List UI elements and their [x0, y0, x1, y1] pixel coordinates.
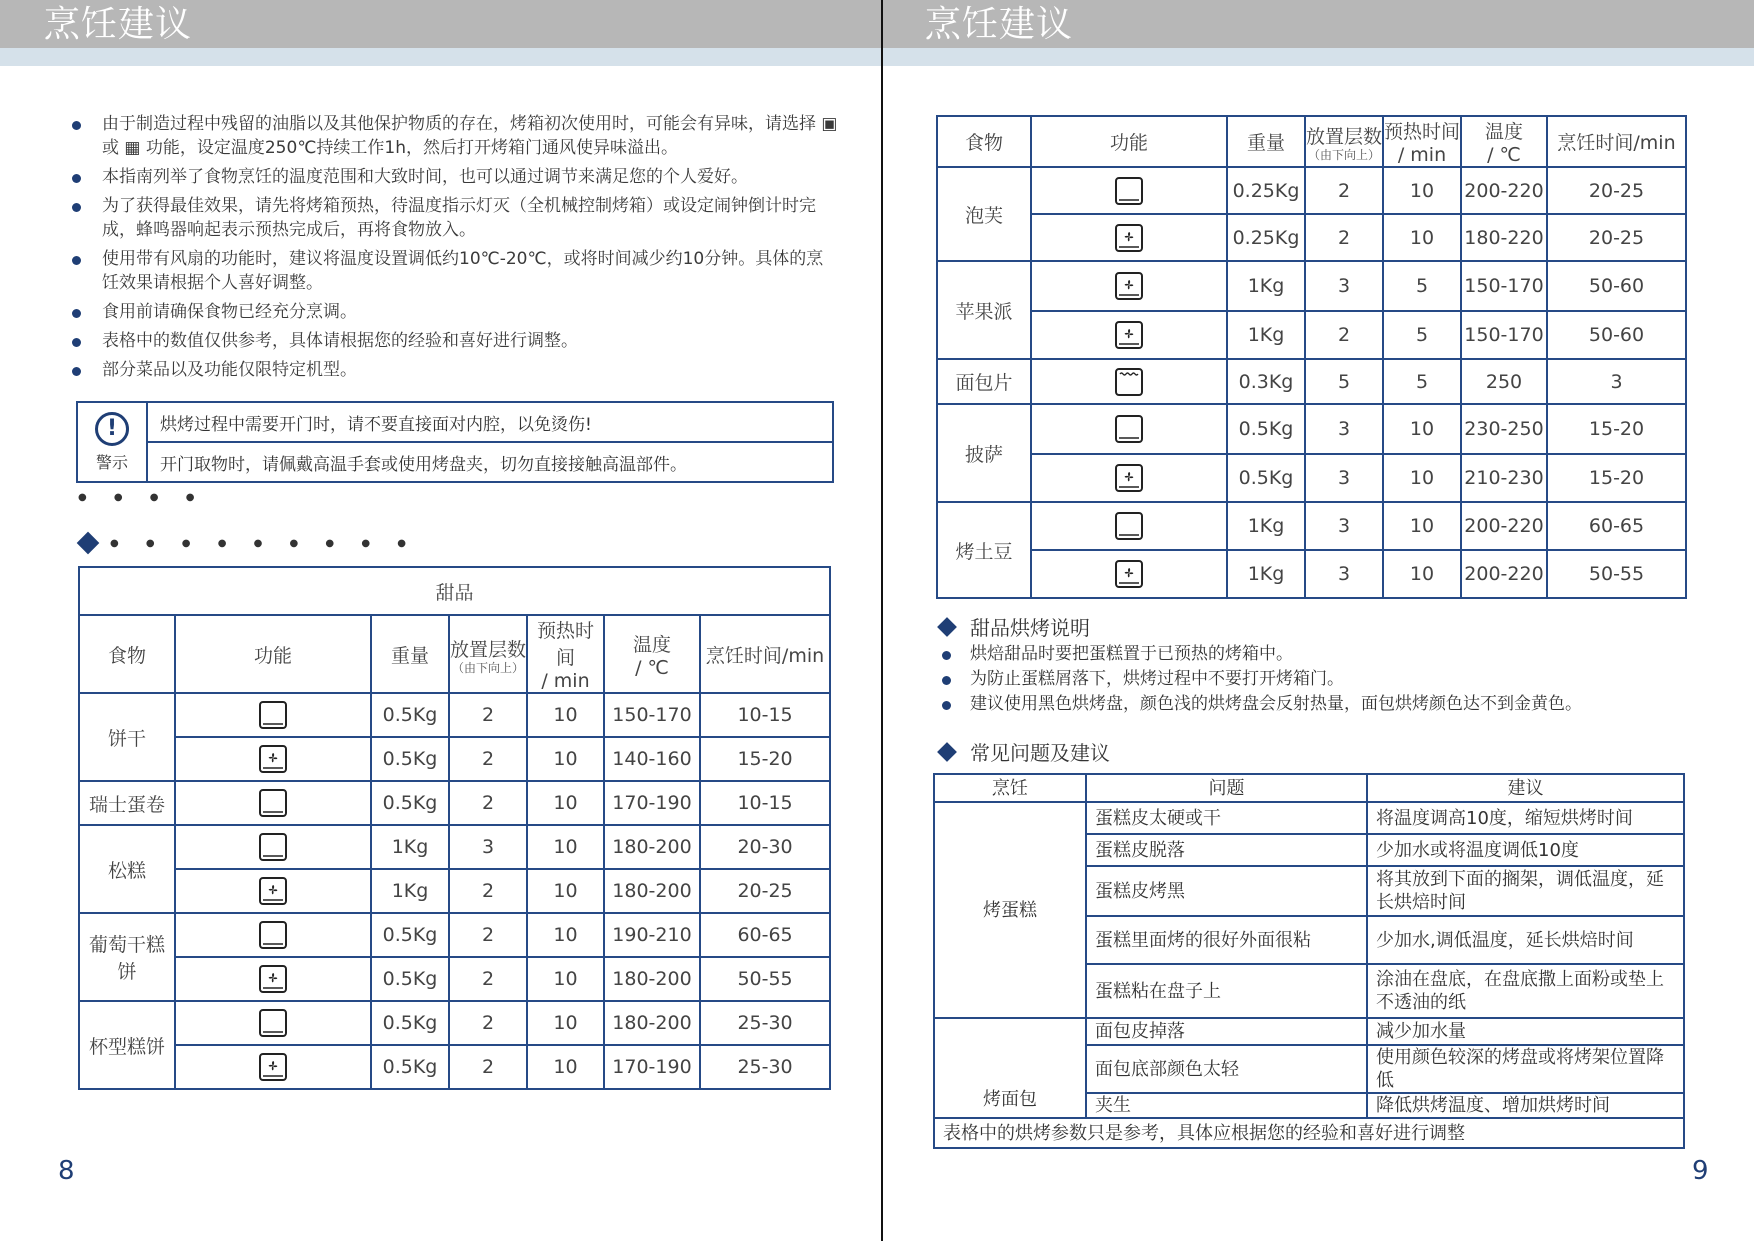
- level-cell: 2: [1305, 311, 1383, 359]
- level-cell: 2: [449, 693, 527, 737]
- oven-fan-icon: [1031, 454, 1227, 502]
- weight-cell: 1Kg: [1227, 311, 1305, 359]
- diamond-icon: [937, 617, 957, 637]
- food-cell: 烤土豆: [937, 502, 1031, 598]
- temp-cell: 190-210: [604, 913, 700, 957]
- time-cell: 3: [1547, 359, 1686, 404]
- weight-cell: 0.5Kg: [1227, 454, 1305, 502]
- header-time: 烹饪时间/min: [1547, 116, 1686, 167]
- header-preheat-sub: / min: [541, 670, 590, 692]
- header-preheat: [1383, 116, 1461, 167]
- warning-line: 开门取物时，请佩戴高温手套或使用烤盘夹，切勿直接接触高温部件。: [148, 441, 832, 481]
- table-row: [79, 825, 830, 869]
- table-row: [937, 454, 1686, 502]
- page-title: 烹饪建议: [44, 4, 193, 45]
- oven-fan-icon: [1031, 214, 1227, 261]
- time-cell: 20-25: [700, 869, 830, 913]
- time-cell: 60-65: [1547, 502, 1686, 550]
- preheat-cell: 10: [1383, 167, 1461, 214]
- decorative-dots: ● ● ● ● ● ● ● ● ●: [110, 537, 418, 549]
- header-temp-sub: / ℃: [635, 656, 669, 679]
- faq-header-advice: 建议: [1367, 774, 1684, 802]
- food-cell: 饼干: [79, 693, 175, 781]
- preheat-cell: 5: [1383, 261, 1461, 311]
- level-cell: 3: [1305, 261, 1383, 311]
- level-cell: 2: [449, 737, 527, 781]
- temp-cell: 250: [1461, 359, 1547, 404]
- oven-conventional-icon: [1031, 167, 1227, 214]
- bullet-item: 由于制造过程中残留的油脂以及其他保护物质的存在，烤箱初次使用时，可能会有异味，请选择 ▣ 或 ▦ 功能，设定温度250℃持续工作1h，然后打开烤箱门通风使异味溢出。: [70, 112, 840, 160]
- preheat-cell: 5: [1383, 311, 1461, 359]
- temp-cell: 210-230: [1461, 454, 1547, 502]
- oven-conventional-icon: [175, 825, 371, 869]
- faq-problem: 蛋糕皮太硬或干: [1086, 802, 1367, 834]
- header-level-sub: （由下向上）: [1307, 148, 1380, 162]
- header-preheat-text: 预热时间: [536, 620, 594, 669]
- table-row: [79, 869, 830, 913]
- preheat-cell: 10: [527, 913, 604, 957]
- weight-cell: 0.5Kg: [371, 957, 449, 1001]
- faq-problem: 面包皮掉落: [1086, 1018, 1367, 1045]
- preheat-cell: 10: [527, 1001, 604, 1045]
- note-item: 烘焙甜品时要把蛋糕置于已预热的烤箱中。: [940, 643, 1582, 666]
- header-food: 食物: [937, 116, 1031, 167]
- temp-cell: 180-200: [604, 869, 700, 913]
- time-cell: 50-60: [1547, 261, 1686, 311]
- time-cell: 25-30: [700, 1045, 830, 1089]
- faq-header-category: 烹饪: [934, 774, 1086, 802]
- temp-cell: 180-200: [604, 1001, 700, 1045]
- temp-cell: 140-160: [604, 737, 700, 781]
- food-cell: 杯型糕饼: [79, 1001, 175, 1089]
- header-level: [1305, 116, 1383, 167]
- header-temp-text: 温度: [632, 633, 671, 656]
- warning-side: [78, 403, 148, 481]
- oven-fan-icon: [175, 869, 371, 913]
- preheat-cell: 5: [1383, 359, 1461, 404]
- faq-row: [934, 802, 1684, 834]
- header-preheat-sub: / min: [1397, 144, 1447, 166]
- temp-cell: 200-220: [1461, 167, 1547, 214]
- header-preheat-text: 预热时间: [1384, 121, 1461, 143]
- diamond-icon: [937, 742, 957, 762]
- preheat-cell: 10: [1383, 404, 1461, 454]
- section-title-text: 常见问题及建议: [970, 741, 1110, 765]
- preheat-cell: 10: [527, 825, 604, 869]
- faq-footer: 表格中的烘烤参数只是参考，具体应根据您的经验和喜好进行调整: [934, 1118, 1684, 1148]
- table-row: [937, 167, 1686, 214]
- page-number: 8: [58, 1156, 75, 1186]
- header-function: 功能: [1031, 116, 1227, 167]
- header-preheat: [527, 615, 604, 693]
- level-cell: 3: [1305, 502, 1383, 550]
- warning-lines: [148, 403, 832, 481]
- header-temp-sub: / ℃: [1487, 144, 1521, 166]
- level-cell: 3: [1305, 454, 1383, 502]
- temp-cell: 200-220: [1461, 502, 1547, 550]
- dessert-table: [78, 566, 831, 1090]
- header-level-sub: （由下向上）: [451, 660, 524, 675]
- time-cell: 20-25: [1547, 214, 1686, 261]
- header-temp-text: 温度: [1484, 121, 1523, 143]
- table-caption: 甜品: [79, 567, 830, 615]
- note-item: 为防止蛋糕屑落下，烘烤过程中不要打开烤箱门。: [940, 668, 1582, 691]
- header-level: [449, 615, 527, 693]
- weight-cell: 0.5Kg: [371, 913, 449, 957]
- faq-advice: 涂油在盘底，在盘底撒上面粉或垫上不透油的纸: [1367, 964, 1684, 1018]
- preheat-cell: 10: [1383, 502, 1461, 550]
- level-cell: 2: [449, 957, 527, 1001]
- faq-table: [933, 773, 1685, 1149]
- warning-box: [76, 401, 834, 483]
- faq-problem: 面包底部颜色太轻: [1086, 1045, 1367, 1093]
- faq-problem: 蛋糕皮烤黑: [1086, 866, 1367, 916]
- faq-problem: 蛋糕里面烤的很好外面很粘: [1086, 916, 1367, 964]
- weight-cell: 1Kg: [371, 825, 449, 869]
- temp-cell: 230-250: [1461, 404, 1547, 454]
- oven-grill-icon: [1031, 359, 1227, 404]
- table-row: [937, 359, 1686, 404]
- temp-cell: 150-170: [1461, 311, 1547, 359]
- time-cell: 15-20: [700, 737, 830, 781]
- weight-cell: 0.5Kg: [371, 1001, 449, 1045]
- faq-advice: 使用颜色较深的烤盘或将烤架位置降低: [1367, 1045, 1684, 1093]
- food-cell: 葡萄干糕饼: [79, 913, 175, 1001]
- table-header-row: [937, 116, 1686, 167]
- oven-fan-icon: [175, 737, 371, 781]
- faq-header-row: [934, 774, 1684, 802]
- header-weight: 重量: [1227, 116, 1305, 167]
- oven-conventional-icon: [175, 913, 371, 957]
- table-row: [79, 1045, 830, 1089]
- dessert-notes-title: [940, 612, 1090, 641]
- oven-conventional-icon: [1031, 502, 1227, 550]
- header-time: 烹饪时间/min: [700, 615, 830, 693]
- weight-cell: 1Kg: [1227, 261, 1305, 311]
- level-cell: 3: [1305, 550, 1383, 598]
- header-function: 功能: [175, 615, 371, 693]
- faq-row: [934, 1018, 1684, 1045]
- oven-conventional-icon: [1031, 404, 1227, 454]
- food-cell: 松糕: [79, 825, 175, 913]
- bullet-item: 为了获得最佳效果，请先将烤箱预热，待温度指示灯灭（全机械控制烤箱）或设定闹钟倒计时完成，蜂鸣器响起表示预热完成后，再将食物放入。: [70, 194, 840, 242]
- faq-advice: 少加水,调低温度，延长烘焙时间: [1367, 916, 1684, 964]
- food-cell: 苹果派: [937, 261, 1031, 359]
- food-cell: 披萨: [937, 404, 1031, 502]
- header-temp: [604, 615, 700, 693]
- time-cell: 50-60: [1547, 311, 1686, 359]
- diamond-icon: [77, 532, 100, 555]
- faq-title: [940, 737, 1110, 766]
- level-cell: 3: [449, 825, 527, 869]
- weight-cell: 1Kg: [1227, 502, 1305, 550]
- time-cell: 10-15: [700, 693, 830, 737]
- table-row: [937, 311, 1686, 359]
- bullet-item: 部分菜品以及功能仅限特定机型。: [70, 358, 840, 382]
- oven-conventional-icon: [175, 1001, 371, 1045]
- level-cell: 2: [1305, 214, 1383, 261]
- time-cell: 25-30: [700, 1001, 830, 1045]
- temp-cell: 170-190: [604, 1045, 700, 1089]
- oven-fan-icon: [175, 1045, 371, 1089]
- weight-cell: 0.5Kg: [1227, 404, 1305, 454]
- section-title-text: 甜品烘烤说明: [970, 616, 1090, 640]
- time-cell: 15-20: [1547, 454, 1686, 502]
- header-strip: [0, 48, 881, 66]
- level-cell: 2: [449, 913, 527, 957]
- header-food: 食物: [79, 615, 175, 693]
- faq-footer-row: [934, 1118, 1684, 1148]
- faq-advice: 将其放到下面的搁架，调低温度，延长烘焙时间: [1367, 866, 1684, 916]
- header-strip: [883, 48, 1754, 66]
- bullet-item: 表格中的数值仅供参考，具体请根据您的经验和喜好进行调整。: [70, 329, 840, 353]
- header-weight: 重量: [371, 615, 449, 693]
- table-row: [79, 737, 830, 781]
- weight-cell: 0.3Kg: [1227, 359, 1305, 404]
- note-item: 建议使用黑色烘烤盘，颜色浅的烘烤盘会反射热量，面包烘烤颜色达不到金黄色。: [940, 693, 1582, 716]
- oven-fan-icon: [1031, 311, 1227, 359]
- header-temp: [1461, 116, 1547, 167]
- level-cell: 2: [449, 1045, 527, 1089]
- temp-cell: 150-170: [1461, 261, 1547, 311]
- preheat-cell: 10: [527, 869, 604, 913]
- table-header-row: [79, 615, 830, 693]
- weight-cell: 0.5Kg: [371, 737, 449, 781]
- preheat-cell: 10: [527, 737, 604, 781]
- level-cell: 3: [1305, 404, 1383, 454]
- warning-line: 烘烤过程中需要开门时，请不要直接面对内腔，以免烫伤!: [160, 414, 592, 435]
- preheat-cell: 10: [1383, 214, 1461, 261]
- temp-cell: 170-190: [604, 781, 700, 825]
- oven-fan-icon: [175, 957, 371, 1001]
- food-cell: 泡芙: [937, 167, 1031, 261]
- table-body: [937, 167, 1686, 598]
- header-level-text: 放置层数: [1306, 126, 1383, 148]
- bullet-item: 使用带有风扇的功能时，建议将温度设置调低约10℃-20℃，或将时间减少约10分钟。具体的烹饪效果请根据个人喜好调整。: [70, 247, 840, 295]
- preheat-cell: 10: [1383, 454, 1461, 502]
- faq-category: 烤面包: [934, 1018, 1086, 1118]
- preheat-cell: 10: [1383, 550, 1461, 598]
- table-row: [79, 957, 830, 1001]
- exclamation-icon: !: [95, 412, 129, 446]
- oven-fan-icon: [1031, 550, 1227, 598]
- dessert-notes: [940, 643, 1582, 718]
- bullet-item: 食用前请确保食物已经充分烹调。: [70, 300, 840, 324]
- weight-cell: 1Kg: [1227, 550, 1305, 598]
- preheat-cell: 10: [527, 1045, 604, 1089]
- time-cell: 20-25: [1547, 167, 1686, 214]
- weight-cell: 0.5Kg: [371, 693, 449, 737]
- table-row: [937, 502, 1686, 550]
- recipe-table: [936, 115, 1687, 599]
- temp-cell: 150-170: [604, 693, 700, 737]
- time-cell: 50-55: [1547, 550, 1686, 598]
- table-row: [79, 781, 830, 825]
- table-row: [79, 913, 830, 957]
- table-row: [937, 550, 1686, 598]
- level-cell: 5: [1305, 359, 1383, 404]
- table-row: [79, 693, 830, 737]
- preheat-cell: 10: [527, 957, 604, 1001]
- faq-problem: 夹生: [1086, 1093, 1367, 1118]
- temp-cell: 180-220: [1461, 214, 1547, 261]
- faq-category: 烤蛋糕: [934, 802, 1086, 1018]
- temp-cell: 200-220: [1461, 550, 1547, 598]
- oven-fan-icon: [1031, 261, 1227, 311]
- weight-cell: 0.5Kg: [371, 1045, 449, 1089]
- faq-advice: 降低烘烤温度、增加烘烤时间: [1367, 1093, 1684, 1118]
- temp-cell: 180-200: [604, 957, 700, 1001]
- faq-problem: 蛋糕粘在盘子上: [1086, 964, 1367, 1018]
- time-cell: 60-65: [700, 913, 830, 957]
- weight-cell: 0.25Kg: [1227, 167, 1305, 214]
- faq-header-problem: 问题: [1086, 774, 1367, 802]
- time-cell: 10-15: [700, 781, 830, 825]
- table-body: [79, 693, 830, 1089]
- section-marker: [80, 535, 418, 551]
- level-cell: 2: [1305, 167, 1383, 214]
- weight-cell: 0.5Kg: [371, 781, 449, 825]
- weight-cell: 1Kg: [371, 869, 449, 913]
- table-row: [937, 261, 1686, 311]
- faq-advice: 将温度调高10度，缩短烘烤时间: [1367, 802, 1684, 834]
- food-cell: 瑞士蛋卷: [79, 781, 175, 825]
- time-cell: 15-20: [1547, 404, 1686, 454]
- oven-conventional-icon: [175, 781, 371, 825]
- time-cell: 50-55: [700, 957, 830, 1001]
- faq-problem: 蛋糕皮脱落: [1086, 834, 1367, 866]
- table-row: [79, 1001, 830, 1045]
- level-cell: 2: [449, 869, 527, 913]
- page-title: 烹饪建议: [925, 4, 1074, 45]
- intro-bullets: [70, 112, 840, 387]
- weight-cell: 0.25Kg: [1227, 214, 1305, 261]
- header-level-text: 放置层数: [450, 638, 527, 661]
- level-cell: 2: [449, 1001, 527, 1045]
- food-cell: 面包片: [937, 359, 1031, 404]
- faq-advice: 减少加水量: [1367, 1018, 1684, 1045]
- preheat-cell: 10: [527, 693, 604, 737]
- level-cell: 2: [449, 781, 527, 825]
- oven-conventional-icon: [175, 693, 371, 737]
- temp-cell: 180-200: [604, 825, 700, 869]
- preheat-cell: 10: [527, 781, 604, 825]
- warning-label: 警示: [95, 452, 128, 472]
- faq-advice: 少加水或将温度调低10度: [1367, 834, 1684, 866]
- table-row: [937, 404, 1686, 454]
- time-cell: 20-30: [700, 825, 830, 869]
- decorative-dots: ● ● ● ●: [78, 492, 207, 503]
- table-row: [937, 214, 1686, 261]
- page-number: 9: [1692, 1156, 1709, 1186]
- bullet-item: 本指南列举了食物烹饪的温度范围和大致时间，也可以通过调节来满足您的个人爱好。: [70, 165, 840, 189]
